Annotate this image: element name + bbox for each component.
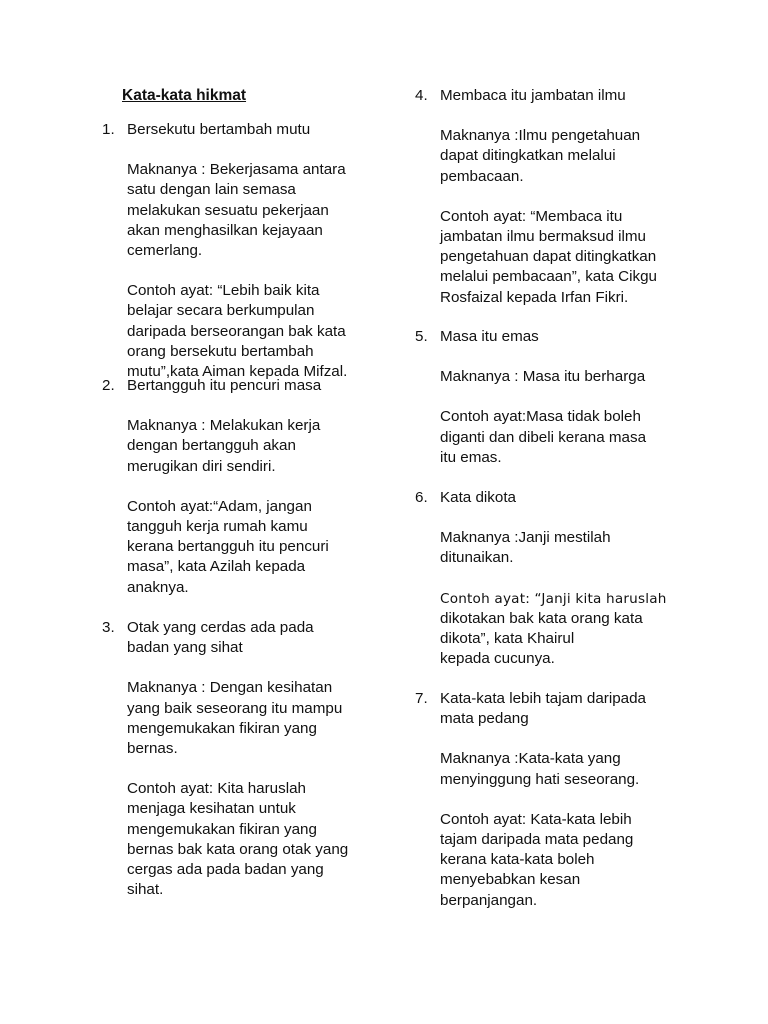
title-line: Bersekutu bertambah mutu bbox=[127, 121, 311, 138]
meaning-line: cemerlang. bbox=[127, 242, 203, 260]
example-paragraph bbox=[440, 407, 646, 468]
example-line: kerana kata-kata boleh bbox=[440, 851, 595, 869]
meaning-line: pembacaan. bbox=[440, 167, 524, 185]
example-line: Contoh ayat: “Membaca itu bbox=[440, 207, 623, 225]
example-line: daripada berseorangan bak kata bbox=[127, 322, 346, 340]
meaning-line: Maknanya : Dengan kesihatan bbox=[127, 679, 333, 697]
example-line: Contoh ayat: Kita haruslah bbox=[127, 780, 306, 798]
meaning-paragraph bbox=[127, 416, 329, 477]
meaning-line: dengan bertangguh akan bbox=[127, 437, 296, 455]
example-line: Contoh ayat: “Janji kita haruslah bbox=[440, 590, 667, 607]
example-paragraph bbox=[127, 497, 329, 598]
example-paragraph bbox=[127, 779, 348, 900]
proverb-title bbox=[127, 618, 348, 658]
proverb-title bbox=[440, 86, 657, 106]
example-paragraph bbox=[440, 589, 667, 670]
item-number: 1. bbox=[102, 121, 115, 138]
example-paragraph bbox=[440, 207, 657, 308]
item-number: 7. bbox=[415, 690, 428, 707]
title-line: Membaca itu jambatan ilmu bbox=[440, 87, 626, 104]
meaning-line: Maknanya : Melakukan kerja bbox=[127, 417, 321, 435]
meaning-line: menyinggung hati seseorang. bbox=[440, 770, 640, 788]
meaning-line: Maknanya :Ilmu pengetahuan bbox=[440, 127, 641, 145]
proverb-title bbox=[440, 689, 646, 729]
example-line: menyebabkan kesan bbox=[440, 871, 581, 889]
proverb-title bbox=[127, 376, 329, 396]
example-line: masa”, kata Azilah kepada bbox=[127, 558, 306, 576]
item-number: 5. bbox=[415, 328, 428, 345]
item-number: 3. bbox=[102, 619, 115, 636]
example-line: mutu”,kata Aiman kepada Mifzal. bbox=[127, 363, 348, 381]
title-line: Bertangguh itu pencuri masa bbox=[127, 377, 322, 394]
item-body bbox=[440, 689, 646, 911]
example-line: kerana bertangguh itu pencuri bbox=[127, 538, 329, 556]
example-line: dikota”, kata Khairul bbox=[440, 630, 575, 648]
document-heading: Kata-kata hikmat bbox=[122, 87, 247, 104]
meaning-line: dapat ditingkatkan melalui bbox=[440, 147, 616, 165]
title-line: Masa itu emas bbox=[440, 328, 539, 345]
meaning-line: melakukan sesuatu pekerjaan bbox=[127, 201, 329, 219]
item-number: 2. bbox=[102, 377, 115, 394]
example-line: bernas bak kata orang otak yang bbox=[127, 840, 349, 858]
title-line: badan yang sihat bbox=[127, 639, 243, 657]
title-line: Kata dikota bbox=[440, 489, 516, 506]
example-line: anaknya. bbox=[127, 578, 189, 596]
item-body bbox=[440, 327, 646, 468]
meaning-paragraph bbox=[440, 126, 657, 187]
meaning-line: Maknanya :Janji mestilah bbox=[440, 529, 611, 547]
meaning-line: Maknanya : Bekerjasama antara bbox=[127, 161, 346, 179]
meaning-line: akan menghasilkan kejayaan bbox=[127, 221, 323, 239]
example-paragraph bbox=[440, 810, 646, 911]
example-line: cergas ada pada badan yang bbox=[127, 861, 324, 879]
meaning-line: Maknanya :Kata-kata yang bbox=[440, 750, 621, 768]
example-line: Contoh ayat: “Lebih baik kita bbox=[127, 282, 320, 300]
example-paragraph bbox=[127, 281, 347, 382]
example-line: itu emas. bbox=[440, 448, 502, 466]
meaning-paragraph bbox=[440, 528, 667, 568]
title-line: mata pedang bbox=[440, 710, 529, 728]
example-line: Contoh ayat: Kata-kata lebih bbox=[440, 810, 632, 828]
item-body bbox=[127, 120, 347, 382]
meaning-line: yang baik seseorang itu mampu bbox=[127, 699, 343, 717]
example-line: belajar secara berkumpulan bbox=[127, 302, 315, 320]
meaning-line: bernas. bbox=[127, 740, 178, 758]
item-body bbox=[127, 376, 329, 598]
example-line: sihat. bbox=[127, 881, 164, 899]
example-line: kepada cucunya. bbox=[440, 650, 555, 668]
item-number: 6. bbox=[415, 489, 428, 506]
example-line: Contoh ayat:Masa tidak boleh bbox=[440, 408, 641, 426]
title-line: Kata-kata lebih tajam daripada bbox=[440, 690, 647, 707]
meaning-paragraph bbox=[440, 749, 646, 789]
item-body bbox=[440, 86, 657, 308]
proverb-title bbox=[440, 488, 667, 508]
example-line: berpanjangan. bbox=[440, 891, 538, 909]
example-line: pengetahuan dapat ditingkatkan bbox=[440, 248, 657, 266]
proverb-title bbox=[127, 120, 347, 140]
item-number: 4. bbox=[415, 87, 428, 104]
example-line: Rosfaizal kepada Irfan Fikri. bbox=[440, 288, 629, 306]
meaning-paragraph bbox=[440, 367, 646, 387]
example-line: mengemukakan fikiran yang bbox=[127, 820, 317, 838]
example-line: Contoh ayat:“Adam, jangan bbox=[127, 497, 312, 515]
example-line: melalui pembacaan”, kata Cikgu bbox=[440, 268, 657, 286]
title-line: Otak yang cerdas ada pada bbox=[127, 619, 314, 636]
meaning-line: Maknanya : Masa itu berharga bbox=[440, 368, 646, 386]
meaning-line: merugikan diri sendiri. bbox=[127, 457, 276, 475]
meaning-line: mengemukakan fikiran yang bbox=[127, 719, 317, 737]
proverb-title bbox=[440, 327, 646, 347]
meaning-line: satu dengan lain semasa bbox=[127, 181, 296, 199]
example-line: tajam daripada mata pedang bbox=[440, 831, 634, 849]
example-line: diganti dan dibeli kerana masa bbox=[440, 428, 647, 446]
meaning-paragraph bbox=[127, 678, 348, 759]
meaning-paragraph bbox=[127, 160, 347, 261]
example-line: dikotakan bak kata orang kata bbox=[440, 609, 643, 627]
example-line: orang bersekutu bertambah bbox=[127, 342, 314, 360]
meaning-line: ditunaikan. bbox=[440, 549, 514, 567]
item-body bbox=[127, 618, 348, 900]
example-line: menjaga kesihatan untuk bbox=[127, 800, 296, 818]
example-line: tangguh kerja rumah kamu bbox=[127, 518, 308, 536]
item-body bbox=[440, 488, 667, 669]
example-line: jambatan ilmu bermaksud ilmu bbox=[440, 228, 646, 246]
